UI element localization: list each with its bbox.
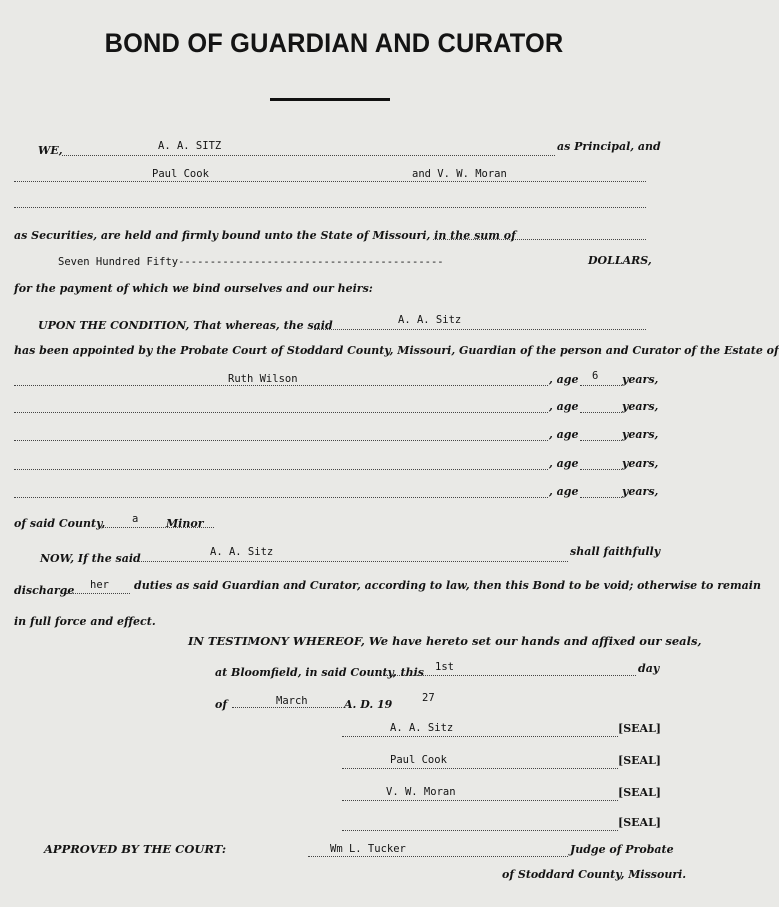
full-force: in full force and effect. xyxy=(14,615,156,628)
signature-line xyxy=(342,800,618,801)
condition-label: UPON THE CONDITION, That whereas, the said xyxy=(38,319,333,332)
minor-label: Minor xyxy=(166,517,204,530)
now-label: NOW, If the said xyxy=(40,552,141,565)
condition-line xyxy=(314,329,646,330)
title-underline xyxy=(270,98,390,101)
age-line xyxy=(580,385,622,386)
day-value: 1st xyxy=(435,661,454,673)
sum-line xyxy=(433,239,646,240)
years-label: years, xyxy=(622,373,659,386)
signature-line xyxy=(342,736,618,737)
judge-county: of Stoddard County, Missouri. xyxy=(502,868,687,881)
testimony-clause: IN TESTIMONY WHEREOF, We have hereto set our hands and affixed our seals, xyxy=(188,634,702,648)
ward-age: 6 xyxy=(592,370,599,382)
month-value: March xyxy=(276,695,308,707)
approved-label: APPROVED BY THE COURT: xyxy=(44,842,227,856)
year-value: 27 xyxy=(422,692,435,704)
ward-name-line xyxy=(14,469,548,470)
signature-line xyxy=(342,768,618,769)
signature-name: A. A. Sitz xyxy=(390,722,454,734)
now-line xyxy=(138,561,568,562)
now-name: A. A. Sitz xyxy=(210,546,274,558)
judge-name: Wm L. Tucker xyxy=(330,843,406,855)
age-line xyxy=(580,469,622,470)
of-said-county: of said County, xyxy=(14,517,106,530)
ad-label: A. D. 19 xyxy=(344,698,393,711)
appointed-clause: has been appointed by the Probate Court of Stoddard County, Missouri, Guardian of the person and Curator of the Estate of xyxy=(14,344,779,357)
of-label: of xyxy=(215,698,228,711)
age-line xyxy=(580,497,622,498)
principal-name: A. A. SITZ xyxy=(158,140,222,152)
payment-clause: for the payment of which we bind ourselves and our heirs: xyxy=(14,282,373,295)
document-title: BOND OF GUARDIAN AND CURATOR xyxy=(104,28,564,58)
seal-label: [SEAL] xyxy=(618,816,662,829)
security-2-name: and V. W. Moran xyxy=(412,168,507,180)
years-label: years, xyxy=(622,485,659,498)
age-label: , age xyxy=(549,373,579,386)
age-label: , age xyxy=(549,428,579,441)
age-label: , age xyxy=(549,485,579,498)
age-line xyxy=(580,412,622,413)
pronoun: her xyxy=(90,579,109,591)
condition-name: A. A. Sitz xyxy=(398,314,462,326)
dollars-label: DOLLARS, xyxy=(588,254,652,267)
ward-name-line xyxy=(14,440,548,441)
day-line xyxy=(372,675,636,676)
shall-faithfully: shall faithfully xyxy=(570,545,661,558)
day-label: day xyxy=(638,662,660,675)
at-bloomfield: at Bloomfield, in said County, this xyxy=(215,666,424,679)
ward-name-line xyxy=(14,412,548,413)
ward-name: Ruth Wilson xyxy=(228,373,298,385)
age-line xyxy=(580,440,622,441)
pronoun-line xyxy=(66,593,130,594)
seal-label: [SEAL] xyxy=(618,786,662,799)
seal-label: [SEAL] xyxy=(618,722,662,735)
month-line xyxy=(232,707,342,708)
years-label: years, xyxy=(622,457,659,470)
minor-value: a xyxy=(132,513,139,525)
signature-name: Paul Cook xyxy=(390,754,447,766)
years-label: years, xyxy=(622,428,659,441)
ward-name-line xyxy=(14,497,548,498)
signature-name: V. W. Moran xyxy=(386,786,456,798)
discharge-label: discharge xyxy=(14,584,75,597)
we-label: WE, xyxy=(38,144,63,157)
seal-label: [SEAL] xyxy=(618,754,662,767)
age-label: , age xyxy=(549,400,579,413)
blank-line xyxy=(14,207,646,208)
securities-clause: as Securities, are held and firmly bound unto the State of Missouri, in the sum of xyxy=(14,229,516,242)
judge-title: Judge of Probate xyxy=(570,843,674,856)
securities-line xyxy=(14,181,646,182)
years-label: years, xyxy=(622,400,659,413)
judge-line xyxy=(308,856,568,857)
ward-name-line xyxy=(14,385,548,386)
signature-line xyxy=(342,830,618,831)
duties-clause: duties as said Guardian and Curator, according to law, then this Bond to be void; otherwise to remain xyxy=(134,579,761,592)
principal-line xyxy=(62,155,555,156)
sum-written: Seven Hundred Fifty------------------------------------------ xyxy=(58,256,444,268)
security-1-name: Paul Cook xyxy=(152,168,209,180)
as-principal-label: as Principal, and xyxy=(557,140,661,153)
age-label: , age xyxy=(549,457,579,470)
